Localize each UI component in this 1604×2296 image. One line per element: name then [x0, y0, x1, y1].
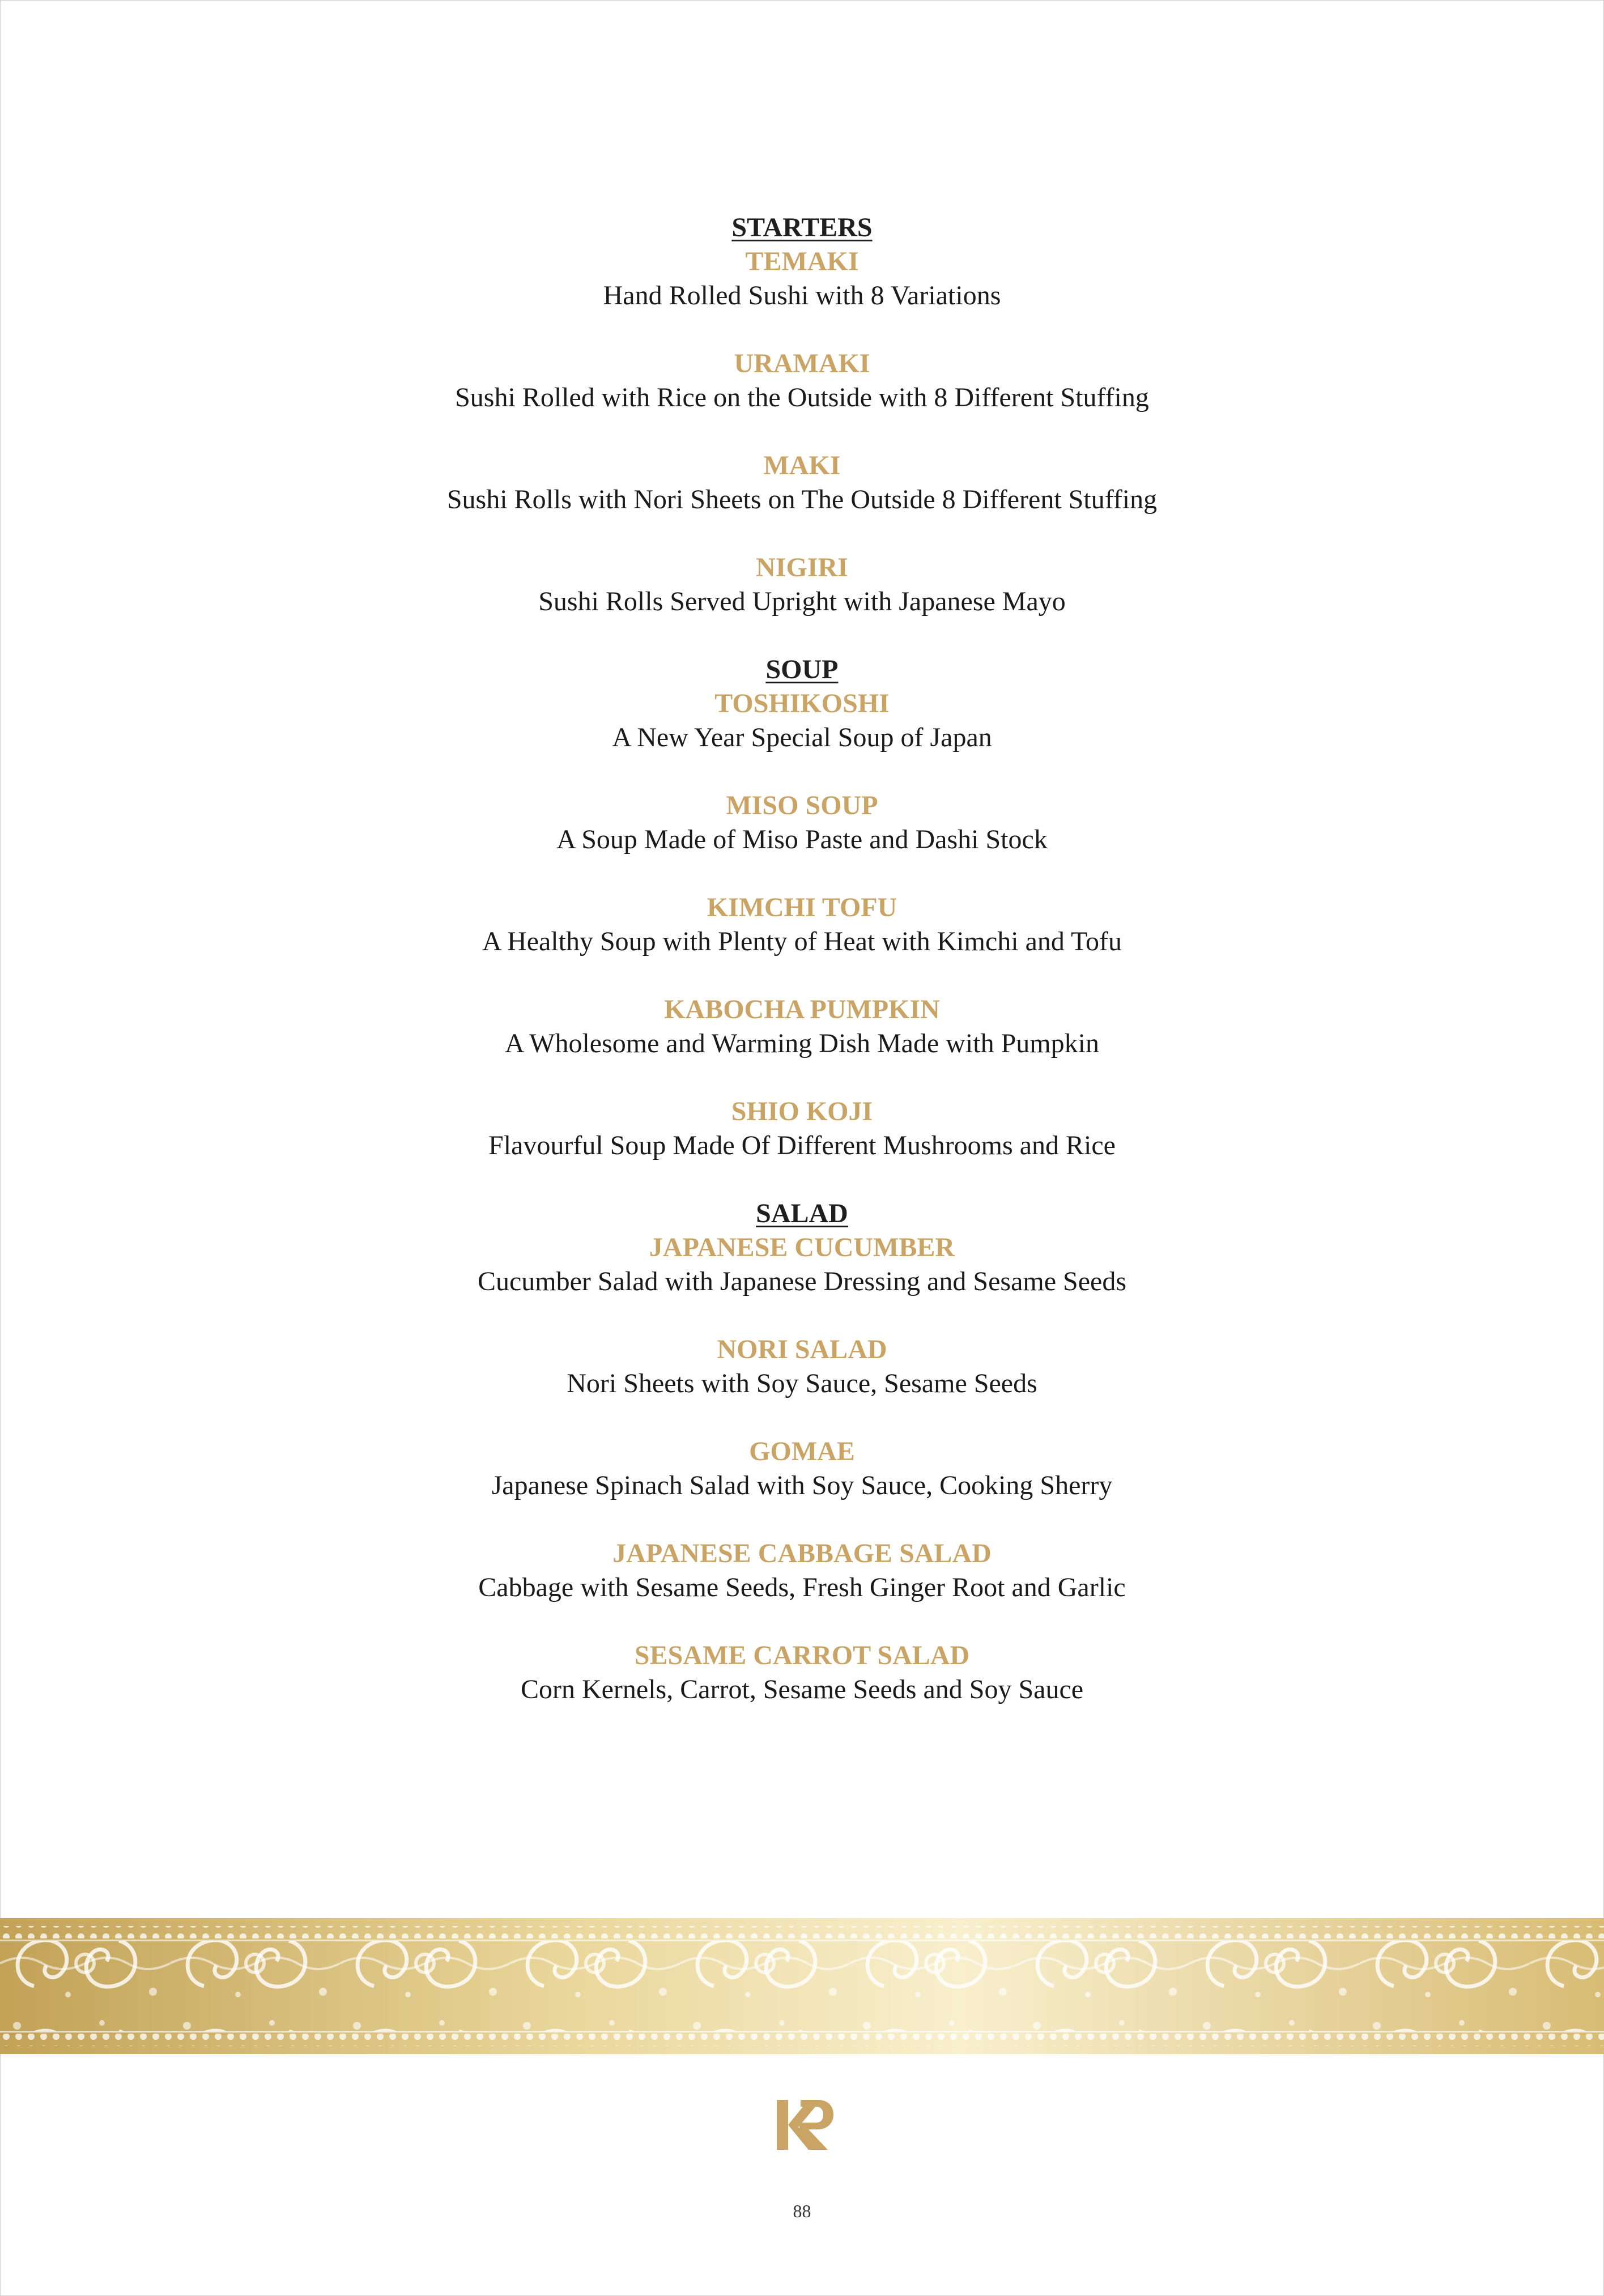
dish-name: MAKI: [763, 450, 841, 481]
menu-item: [0, 993, 1604, 1061]
menu-item: [0, 551, 1604, 619]
dish-description: Corn Kernels, Carrot, Sesame Seeds and Soy Sauce: [520, 1674, 1084, 1704]
dish-name: KABOCHA PUMPKIN: [664, 994, 940, 1024]
dish-description: A Soup Made of Miso Paste and Dashi Stock: [556, 824, 1048, 854]
page-number: 88: [793, 2201, 811, 2221]
dish-description: Nori Sheets with Soy Sauce, Sesame Seeds: [567, 1368, 1037, 1398]
dish-description: A New Year Special Soup of Japan: [612, 722, 992, 752]
menu-item: [0, 1231, 1604, 1299]
section-starters: [0, 211, 1604, 619]
menu-item: [0, 1333, 1604, 1401]
dish-description: A Wholesome and Warming Dish Made with Pumpkin: [505, 1028, 1099, 1058]
dish-description: A Healthy Soup with Plenty of Heat with Kimchi and Tofu: [482, 926, 1122, 956]
menu-item: [0, 891, 1604, 959]
menu-content: [0, 211, 1604, 1741]
dish-name: GOMAE: [749, 1436, 855, 1466]
dish-name: JAPANESE CABBAGE SALAD: [612, 1538, 992, 1568]
dish-name: KIMCHI TOFU: [707, 892, 897, 922]
ornament-band: [0, 1918, 1604, 2054]
section-soup: [0, 653, 1604, 1163]
dish-name: NORI SALAD: [717, 1334, 887, 1364]
dish-description: Flavourful Soup Made Of Different Mushrooms and Rice: [488, 1130, 1116, 1160]
dish-description: Sushi Rolled with Rice on the Outside with 8 Different Stuffing: [455, 382, 1149, 413]
kr-logo: [775, 2098, 836, 2152]
dish-description: Cabbage with Sesame Seeds, Fresh Ginger Root and Garlic: [478, 1572, 1126, 1602]
section-title: SALAD: [756, 1198, 848, 1228]
dish-name: URAMAKI: [734, 348, 870, 379]
dish-name: NIGIRI: [756, 552, 848, 582]
dish-name: TEMAKI: [745, 246, 859, 277]
menu-item: [0, 1095, 1604, 1163]
dish-description: Japanese Spinach Salad with Soy Sauce, Cooking Sherry: [491, 1470, 1113, 1500]
dish-name: TOSHIKOSHI: [714, 688, 890, 718]
menu-item: [0, 789, 1604, 857]
dish-name: MISO SOUP: [726, 790, 878, 820]
menu-item: [0, 1435, 1604, 1503]
dish-name: SESAME CARROT SALAD: [634, 1640, 970, 1670]
dish-name: JAPANESE CUCUMBER: [649, 1232, 955, 1262]
section-salad: [0, 1197, 1604, 1707]
menu-item: [0, 245, 1604, 313]
menu-item: [0, 687, 1604, 755]
menu-item: [0, 449, 1604, 517]
dish-description: Cucumber Salad with Japanese Dressing and Sesame Seeds: [477, 1266, 1127, 1296]
section-title: STARTERS: [731, 212, 873, 243]
menu-item: [0, 1639, 1604, 1707]
section-title: SOUP: [765, 654, 839, 684]
menu-item: [0, 347, 1604, 415]
dish-description: Sushi Rolls Served Upright with Japanese Mayo: [538, 586, 1066, 616]
menu-item: [0, 1537, 1604, 1605]
dish-description: Hand Rolled Sushi with 8 Variations: [603, 280, 1001, 311]
dish-description: Sushi Rolls with Nori Sheets on The Outside 8 Different Stuffing: [446, 484, 1158, 515]
dish-name: SHIO KOJI: [731, 1096, 873, 1126]
